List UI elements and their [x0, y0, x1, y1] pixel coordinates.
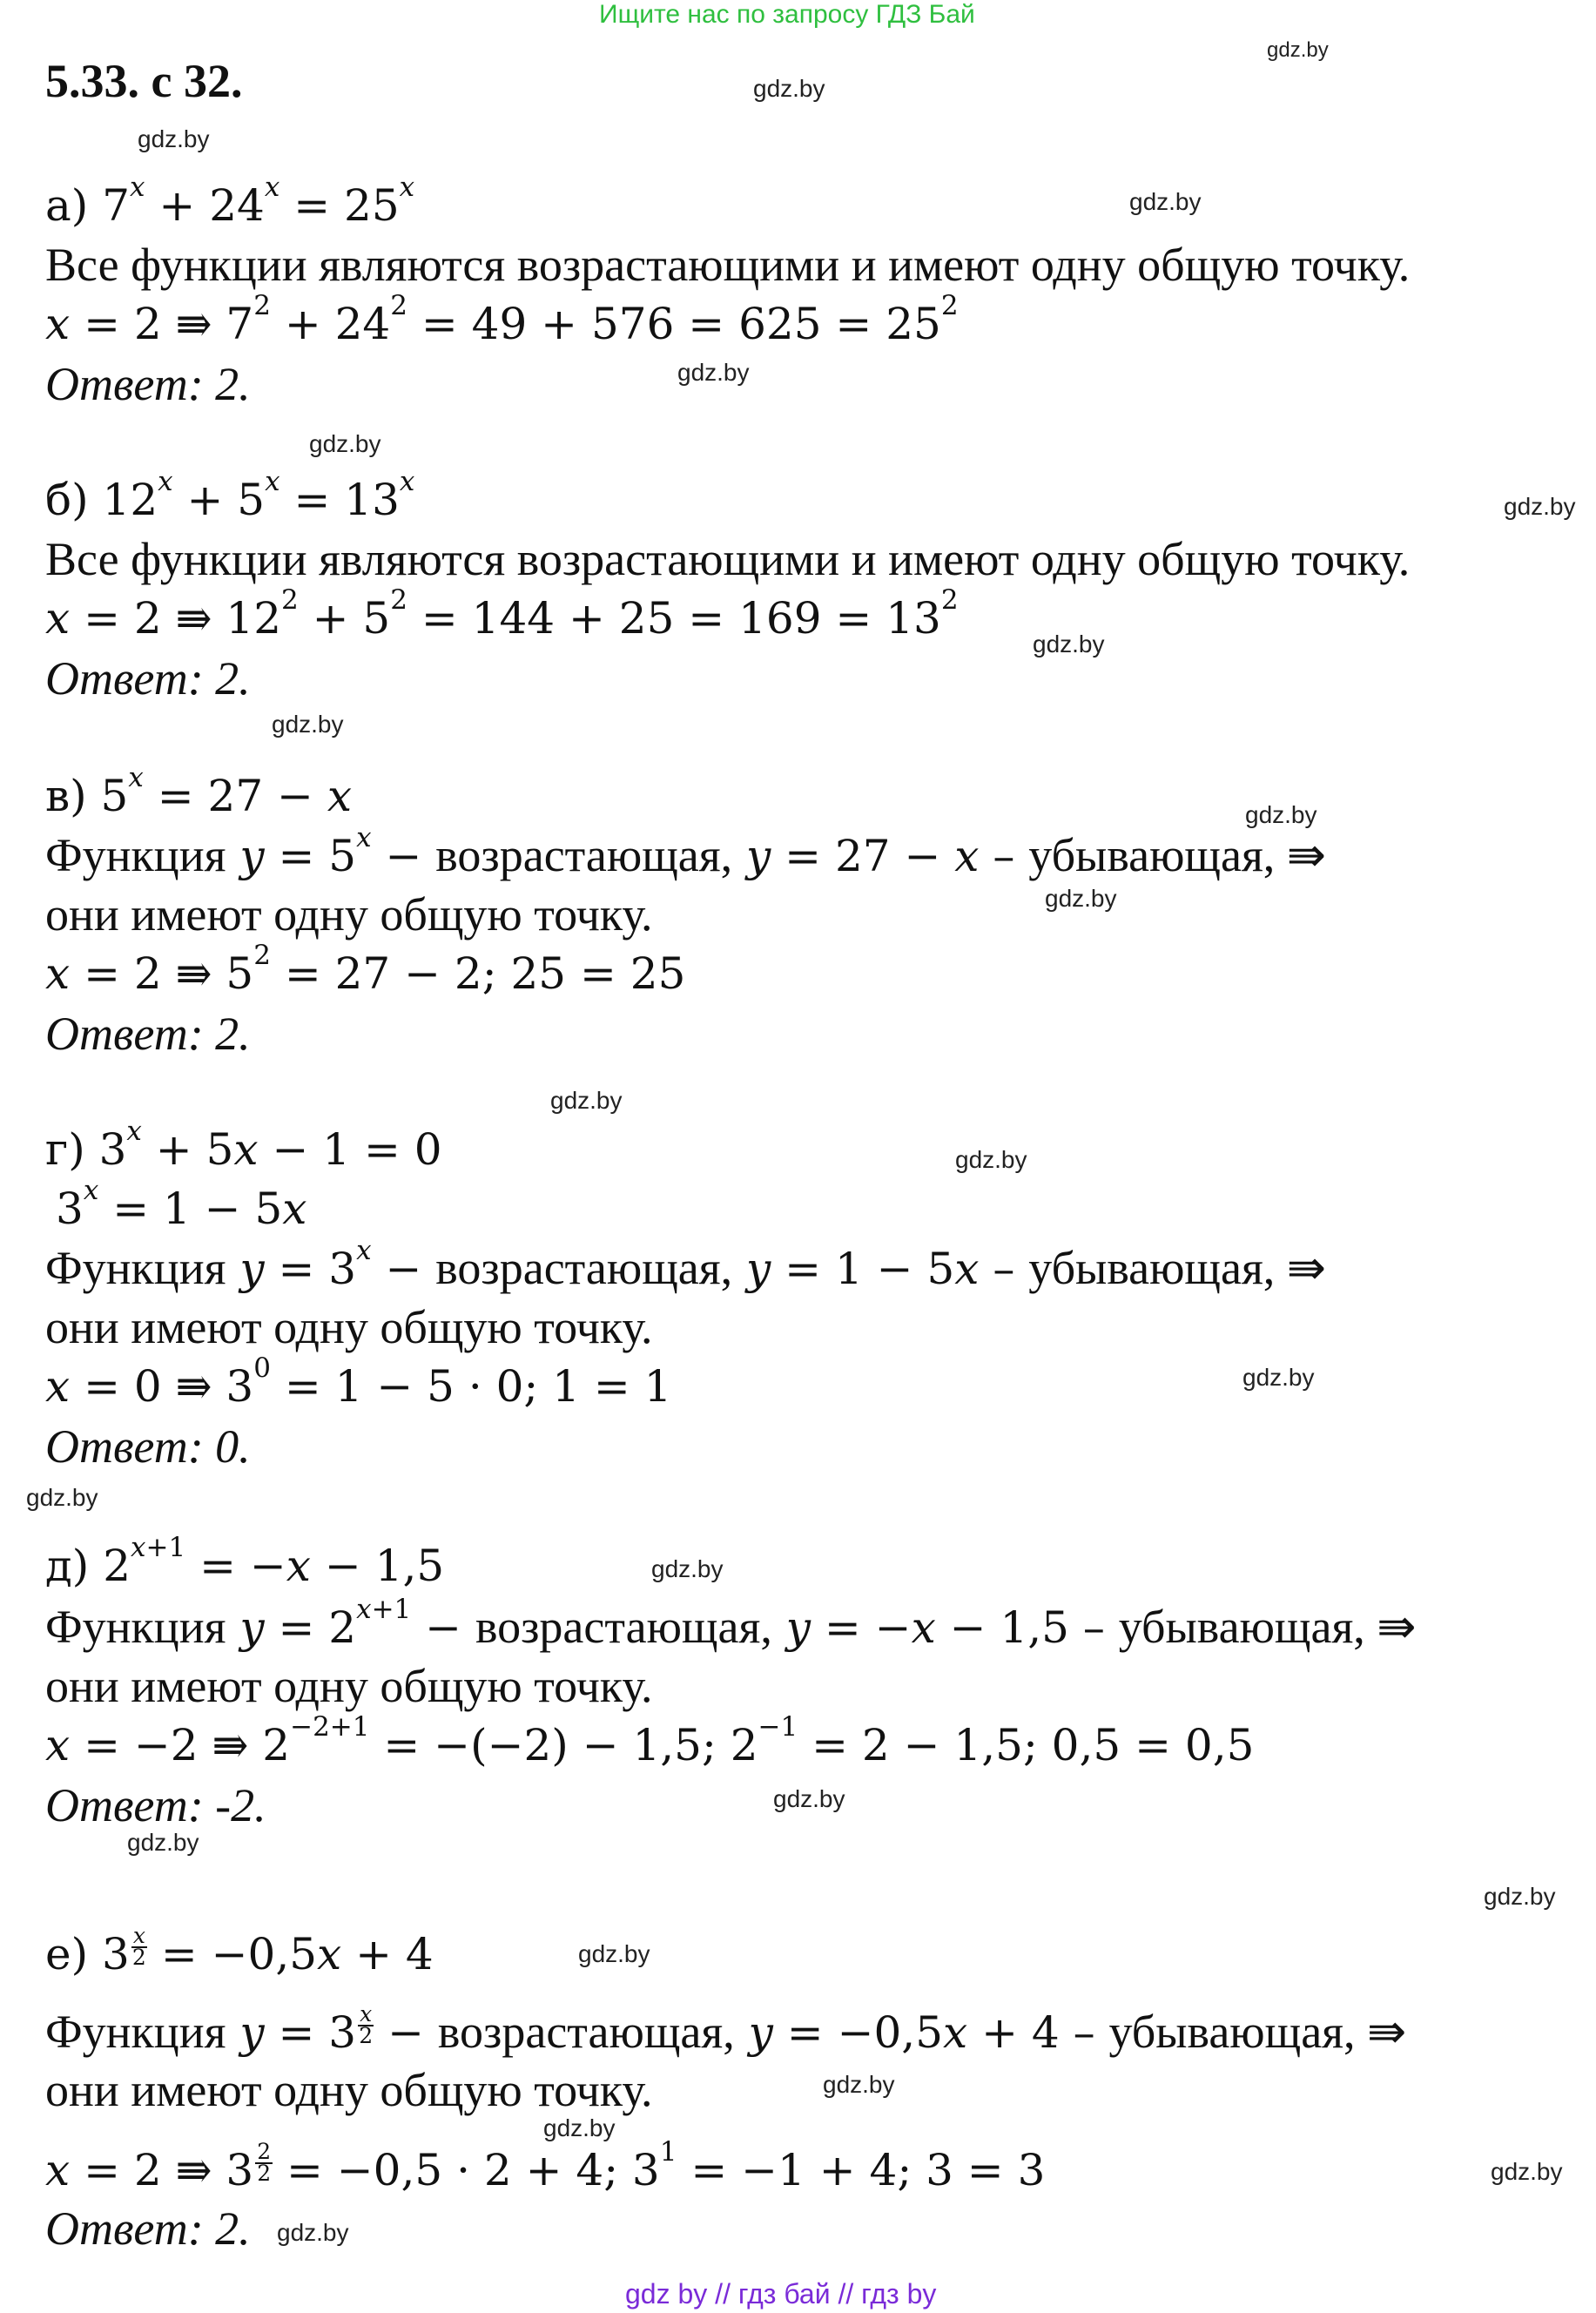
- watermark: gdz.by: [1267, 38, 1329, 62]
- explanation-b: Все функции являются возрастающими и имеют одну общую точку.: [45, 533, 1411, 585]
- equation-b: б) $12^x + 5^x = 13^x$: [45, 466, 415, 525]
- watermark: gdz.by: [1504, 493, 1576, 520]
- equation-d: д) $2^{x+1} = -x - 1,5$: [45, 1532, 445, 1591]
- common-point-v: они имеют одну общую точку.: [45, 888, 653, 941]
- watermark: gdz.by: [1033, 631, 1105, 657]
- footer-links[interactable]: gdz by // гдз бай // гдз by: [625, 2278, 937, 2310]
- item-label: в): [45, 771, 87, 821]
- function-line-e: Функция y = 3 $\frac{x}{2}$ − возрастающая, y = −0,5x + 4 – убывающая, ⇛: [45, 2001, 1407, 2058]
- watermark: gdz.by: [138, 125, 210, 152]
- watermark: gdz.by: [823, 2071, 895, 2098]
- watermark: gdz.by: [272, 711, 344, 738]
- watermark: gdz.by: [1245, 801, 1317, 828]
- check-e: x = 2 ⇛ 3 $\frac{2}{2}$ = −0,5 · 2 + 4; $3^1 = -1 + 4$; 3 = 3: [45, 2136, 1046, 2195]
- watermark: gdz.by: [309, 430, 381, 457]
- watermark: gdz.by: [26, 1484, 98, 1511]
- equation-g: г) $3^x + 5x - 1 = 0$: [45, 1116, 442, 1175]
- check-v: x = 2 ⇛ $5^2 = 27 - 2$; 25 = 25: [45, 940, 686, 999]
- watermark: gdz.by: [773, 1785, 845, 1812]
- watermark: gdz.by: [651, 1555, 724, 1582]
- check-d: x = −2 ⇛ $2^{-2+1} = -(-2) - 1,5$; $2^{-1} = 2 - 1,5$; 0,5 = 0,5: [45, 1711, 1255, 1770]
- rewrite-g: $3^x = 1 - 5x$: [56, 1175, 307, 1234]
- answer-b: Ответ: 2.: [45, 652, 251, 705]
- common-point-g: они имеют одну общую точку.: [45, 1301, 653, 1353]
- watermark: gdz.by: [955, 1146, 1027, 1173]
- explanation-a: Все функции являются возрастающими и имеют одну общую точку.: [45, 239, 1411, 291]
- equation-e: е) 3 $\frac{x}{2}$ = −0,5x + 4: [45, 1923, 434, 1979]
- watermark: gdz.by: [1242, 1364, 1315, 1391]
- answer-g: Ответ: 0.: [45, 1420, 251, 1473]
- watermark: gdz.by: [1491, 2158, 1563, 2185]
- equation-v: в) $5^x = 27 - x$: [45, 762, 353, 821]
- watermark: gdz.by: [1045, 885, 1117, 912]
- watermark: gdz.by: [550, 1087, 623, 1114]
- search-banner[interactable]: Ищите нас по запросу ГДЗ Бай: [599, 0, 975, 29]
- watermark: gdz.by: [1484, 1883, 1556, 1910]
- common-point-d: они имеют одну общую точку.: [45, 1660, 653, 1712]
- item-label: е): [45, 1929, 89, 1979]
- item-label: а): [45, 180, 89, 231]
- function-line-d: Функция $y = 2^{x+1}$ − возрастающая, y = −x − 1,5 – убывающая, ⇛: [45, 1594, 1417, 1653]
- equation-a: а) $7^x + 24^x = 25^x$: [45, 172, 415, 231]
- answer-a: Ответ: 2.: [45, 358, 251, 410]
- item-label: б): [45, 475, 89, 525]
- function-line-v: Функция $y = 5^x$ − возрастающая, y = 27 − x – убывающая, ⇛: [45, 822, 1327, 881]
- answer-v: Ответ: 2.: [45, 1008, 251, 1060]
- watermark: gdz.by: [277, 2219, 349, 2246]
- watermark: gdz.by: [127, 1829, 199, 1856]
- answer-e: Ответ: 2.: [45, 2202, 251, 2255]
- exercise-title: 5.33. с 32.: [45, 55, 243, 107]
- item-label: г): [45, 1124, 85, 1175]
- check-b: x = 2 ⇛ $12^2 + 5^2 = 144 + 25 = 169 = 13^2$: [45, 584, 959, 644]
- watermark: gdz.by: [677, 359, 750, 386]
- function-line-g: Функция $y = 3^x$ − возрастающая, y = 1 − 5x – убывающая, ⇛: [45, 1235, 1327, 1294]
- check-g: x = 0 ⇛ $3^0 = 1 - 5 \cdot 0$; 1 = 1: [45, 1352, 672, 1412]
- item-label: д): [45, 1541, 90, 1591]
- watermark: gdz.by: [753, 75, 825, 102]
- common-point-e: они имеют одну общую точку.: [45, 2064, 653, 2116]
- answer-d: Ответ: -2.: [45, 1779, 266, 1831]
- check-a: x = 2 ⇛ $7^2 + 24^2 = 49 + 576 = 625 = 25^2$: [45, 290, 959, 349]
- watermark: gdz.by: [1129, 188, 1202, 215]
- watermark: gdz.by: [543, 2114, 616, 2141]
- watermark: gdz.by: [578, 1940, 650, 1967]
